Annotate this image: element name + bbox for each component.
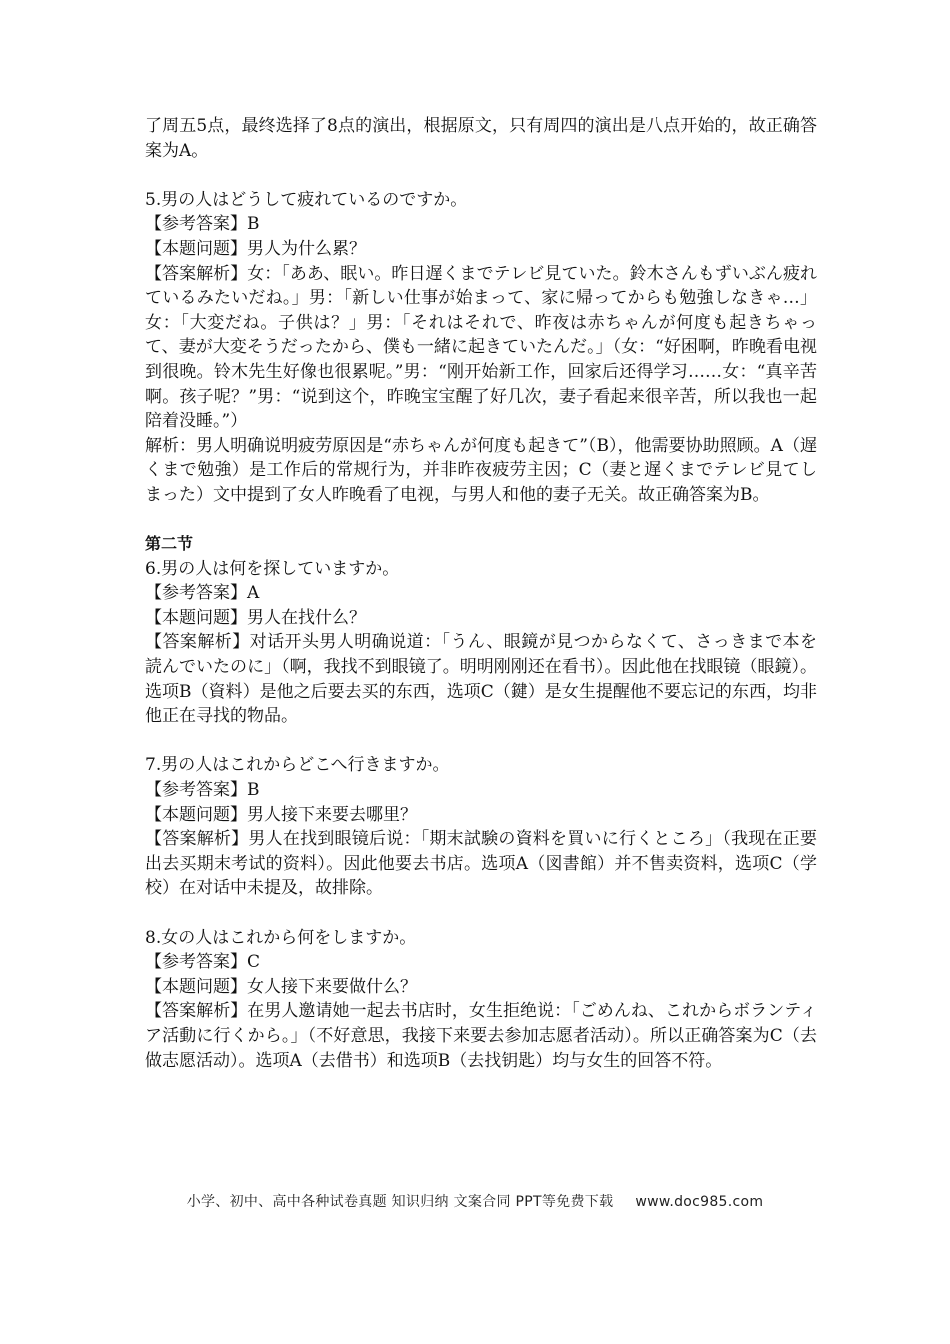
question-7-topic: 【本题问题】男人接下来要去哪里？ (145, 804, 417, 825)
question-5-block (145, 188, 817, 508)
question-7-text: 7.男の人はこれからどこへ行きますか。 (145, 755, 450, 776)
document-body (145, 114, 817, 1073)
question-6-block (145, 557, 817, 729)
spacer (145, 901, 817, 926)
question-6-analysis: 【答案解析】对话开头男人明确说道：「うん、眼鏡が見つからなくて、さっきまで本を読んでいたのに」（啊，我找不到眼镜了。明明刚刚还在看书）。因此他在找眼镜（眼鏡）。选项B（資料）是他之后要去买的东西，选项C（鍵）是女生提醒他不要忘记的东西，均非他正在寻找的物品。 (145, 632, 817, 727)
question-8-topic: 【本题问题】女人接下来要做什么？ (145, 976, 417, 997)
question-6-text: 6.男の人は何を探していますか。 (145, 558, 400, 579)
question-5-topic: 【本题问题】男人为什么累？ (145, 238, 366, 259)
spacer (145, 729, 817, 754)
question-8-answer: 【参考答案】C (145, 952, 261, 973)
spacer (145, 508, 817, 533)
question-5-analysis: 【答案解析】女：「ああ、眠い。昨日遅くまでテレビ見ていた。鈴木さんもずいぶん疲れているみたいだね。」男：「新しい仕事が始まって、家に帰ってからも勉強しなきゃ…」女：「大変だね。子供は？」男：「それはそれで、昨夜は赤ちゃんが何度も起きちゃって、妻が大変そうだったから、僕も一緒に起きていたんだ。」（女：“好困啊，昨晚看电视到很晚。铃木先生好像也很累呢。”男：“刚开始新工作，回家后还得学习……女：“真辛苦啊。孩子呢？”男：“说到这个，昨晚宝宝醒了好几次，妻子看起来很辛苦，所以我也一起陪着没睡。”） (145, 263, 817, 432)
spacer (145, 163, 817, 188)
intro-paragraph: 了周五5点，最终选择了8点的演出，根据原文，只有周四的演出是八点开始的，故正确答案为A。 (145, 116, 817, 161)
section-heading: 第二节 (145, 534, 194, 554)
question-5-answer: 【参考答案】B (145, 214, 260, 235)
question-5-explanation: 解析：男人明确说明疲劳原因是“赤ちゃんが何度も起きて”（B），他需要协助照顾。A（遅くまで勉強）是工作后的常规行为，并非昨夜疲劳主因；C（妻と遅くまでテレビ見てしまった）文中提到了女人昨晚看了电视，与男人和他的妻子无关。故正确答案为B。 (145, 435, 817, 505)
question-8-analysis: 【答案解析】在男人邀请她一起去书店时，女生拒绝说：「ごめんね、これからボランティア活動に行くから。」（不好意思，我接下来要去参加志愿者活动）。所以正确答案为C（去做志愿活动）。选项A（去借书）和选项B（去找钥匙）均与女生的回答不符。 (145, 1001, 817, 1071)
question-7-answer: 【参考答案】B (145, 780, 260, 801)
footer-text: 小学、初中、高中各种试卷真题 知识归纳 文案合同 PPT等免费下载 (186, 1194, 614, 1210)
question-6-answer: 【参考答案】A (145, 583, 260, 604)
question-7-block (145, 753, 817, 901)
question-8-block (145, 926, 817, 1074)
page-footer (0, 1191, 950, 1211)
question-7-analysis: 【答案解析】男人在找到眼镜后说：「期末試験の資料を買いに行くところ」（我现在正要出去买期末考试的资料）。因此他要去书店。选项A（図書館）并不售卖资料，选项C（学校）在对话中未提及，故排除。 (145, 829, 817, 899)
question-5-text: 5.男の人はどうして疲れているのですか。 (145, 189, 468, 210)
footer-url[interactable]: www.doc985.com (635, 1194, 764, 1210)
question-6-topic: 【本题问题】男人在找什么？ (145, 607, 366, 628)
question-8-text: 8.女の人はこれから何をしますか。 (145, 927, 417, 948)
